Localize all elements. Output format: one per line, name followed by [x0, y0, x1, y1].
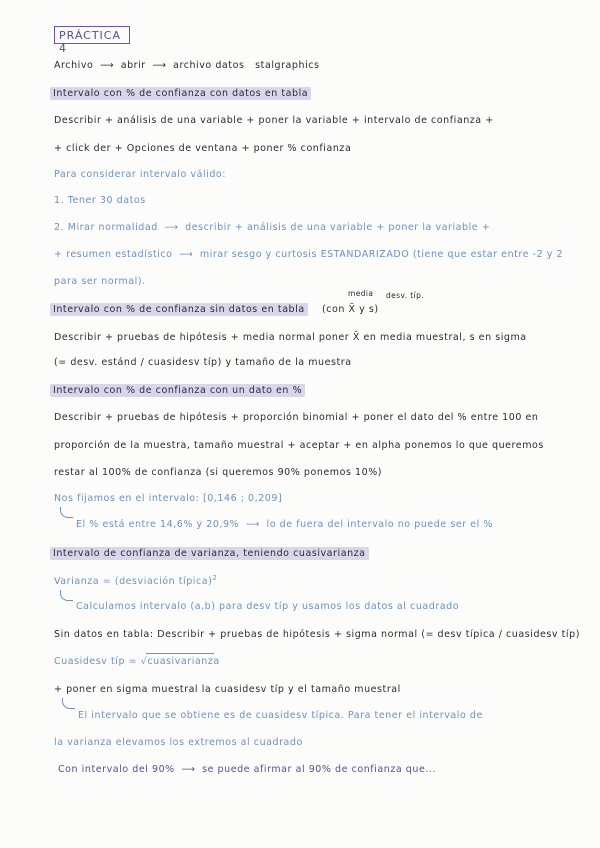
text-line: la varianza elevamos los extremos al cuadrado — [54, 737, 303, 748]
text-span: 2. Mirar normalidad — [54, 222, 158, 233]
archivo-step-2: abrir — [120, 60, 146, 71]
sqrt-icon: √ — [140, 656, 148, 667]
text-span: se puede afirmar al 90% de confianza que... — [202, 764, 437, 775]
superscript: 2 — [212, 574, 218, 582]
text-span: Cuasidesv típ = — [54, 656, 138, 667]
heading-varianza: Intervalo de confianza de varianza, teniendo cuasivarianza — [50, 547, 369, 560]
text-line — [76, 519, 493, 530]
text-line: (= desv. estánd / cuasidesv típ) y tamaño de la muestra — [54, 357, 352, 368]
text-line: proporción de la muestra, tamaño muestral + aceptar + en alpha ponemos lo que queremos — [54, 440, 544, 451]
text-line: Calculamos intervalo (a,b) para desv típ y usamos los datos al cuadrado — [76, 601, 460, 612]
sqrt-bar — [146, 653, 214, 654]
text-line — [54, 249, 563, 260]
heading-un-dato: Intervalo con % de confianza con un dato en % — [50, 384, 305, 397]
heading-con-datos: Intervalo con % de confianza con datos en tabla — [50, 87, 311, 100]
arrow-right-icon: ⟶ — [152, 60, 167, 71]
text-span: Con intervalo del 90% — [58, 764, 175, 775]
text-line: El intervalo que se obtiene es de cuasidesv típica. Para tener el intervalo de — [78, 710, 483, 721]
text-line: + click der + Opciones de ventana + poner % confianza — [54, 143, 352, 154]
text-span: El % está entre 14,6% y 20,9% — [76, 519, 240, 530]
archivo-line — [54, 60, 320, 71]
text-span: mirar sesgo y curtosis ESTANDARIZADO (tiene que estar entre -2 y 2 — [199, 249, 564, 260]
heading-paren: (con X̄ y s) — [321, 304, 379, 315]
curved-arrow-icon — [60, 590, 73, 601]
arrow-right-icon: ⟶ — [99, 60, 115, 71]
text-line: Describir + pruebas de hipótesis + proporción binomial + poner el dato del % entre 100 en — [54, 412, 539, 423]
text-span: Varianza = (desviación típica) — [54, 576, 213, 588]
text-line — [58, 764, 436, 775]
annotation-media: media — [348, 289, 374, 298]
curved-arrow-icon — [60, 507, 73, 518]
text-line: 1. Tener 30 datos — [54, 195, 146, 206]
text-line: para ser normal). — [54, 276, 146, 287]
archivo-step-3: archivo datos — [173, 60, 245, 71]
text-line: Para considerar intervalo válido: — [54, 169, 227, 180]
text-line: + poner en sigma muestral la cuasidesv típ y el tamaño muestral — [54, 684, 401, 695]
text-line: restar al 100% de confianza (si queremos 90% ponemos 10%) — [54, 467, 383, 478]
text-line — [54, 222, 490, 233]
text-line: Describir + análisis de una variable + poner la variable + intervalo de confianza + — [54, 115, 494, 126]
archivo-step-1: Archivo — [54, 60, 94, 71]
archivo-step-4: stalgraphics — [255, 60, 320, 71]
arrow-right-icon: ⟶ — [164, 222, 179, 233]
varianza-line — [54, 574, 217, 587]
cuasidesv-line — [54, 656, 220, 667]
heading-sin-datos-line — [50, 304, 379, 315]
arrow-right-icon: ⟶ — [181, 764, 196, 775]
text-span: describir + análisis de una variable + poner la variable + — [185, 222, 491, 233]
text-line: Sin datos en tabla: Describir + pruebas de hipótesis + sigma normal (= desv típica / cuasidesv típ) — [54, 629, 580, 640]
text-span: + resumen estadístico — [54, 249, 173, 260]
arrow-right-icon: ⟶ — [179, 249, 194, 260]
text-line: Nos fijamos en el intervalo: [0,146 ; 0,209] — [54, 493, 283, 504]
page-title: PRÁCTICA 4 — [54, 26, 130, 44]
text-span: cuasivarianza — [147, 656, 220, 667]
curved-arrow-icon — [62, 698, 75, 709]
arrow-right-icon: ⟶ — [245, 519, 260, 530]
text-line: Describir + pruebas de hipótesis + media normal poner X̄ en media muestral, s en sigma — [54, 332, 527, 343]
heading-sin-datos: Intervalo con % de confianza sin datos en tabla — [50, 303, 308, 316]
annotation-desv: desv. típ. — [386, 291, 425, 300]
text-span: lo de fuera del intervalo no puede ser el % — [266, 519, 493, 530]
